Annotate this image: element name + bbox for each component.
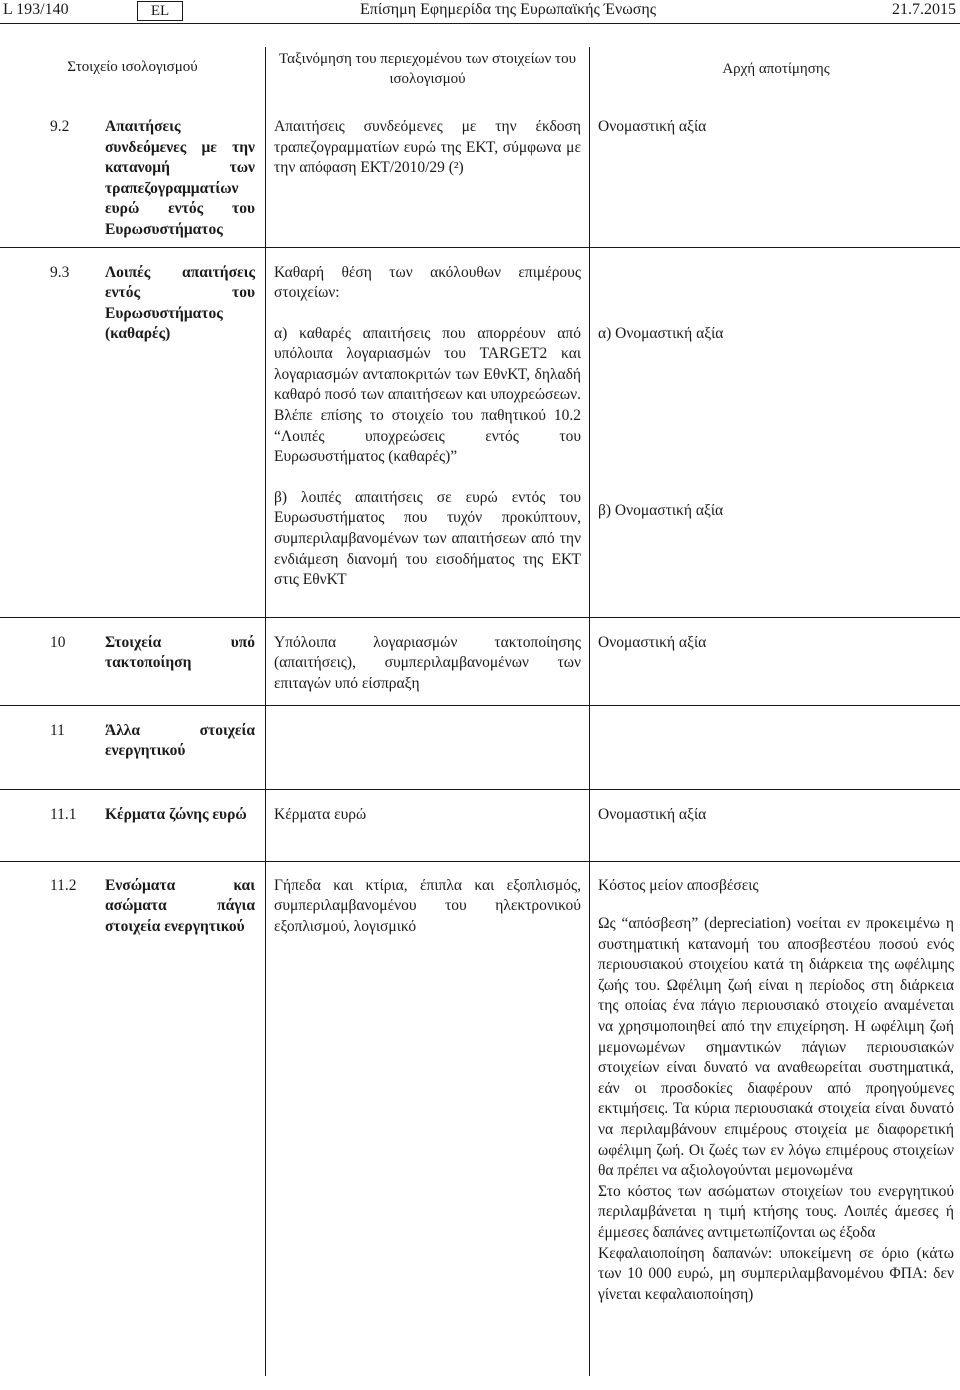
item-label: Στοιχεία υπό τακτοποίηση <box>105 633 255 672</box>
item-number: 10 <box>50 633 66 651</box>
item-label: Άλλα στοιχεία ενεργητικού <box>105 721 255 760</box>
item-label: Κέρματα ζώνης ευρώ <box>105 805 247 823</box>
item-number: 9.3 <box>50 263 70 281</box>
classification-sub-a: α) καθαρές απαιτήσεις που απορρέουν από υπόλοιπα λογαριασμών του TARGET2 και λογαριασμών ανταποκριτών των ΕθνΚΤ, δηλαδή καθαρό ποσό των απαιτήσεων και υποχρεώσεων. Βλέπε επίσης το στοιχείο του παθητικού 10.2 “Λοιπές υποχρεώσεις εντός του Ευρωσυστήματος (καθαρές)” <box>274 324 581 466</box>
balance-sheet-table <box>0 47 960 1376</box>
table-row <box>0 789 960 861</box>
valuation-principle: Κόστος μείον αποσβέσεις <box>598 876 759 894</box>
item-label: Λοιπές απαιτήσεις εντός του Ευρωσυστήματος (καθαρές) <box>105 263 255 343</box>
item-number: 11.1 <box>50 805 77 823</box>
table-row <box>0 705 960 789</box>
column-header-valuation: Αρχή αποτίμησης <box>722 61 830 77</box>
column-header-item: Στοιχείο ισολογισμού <box>67 59 198 75</box>
valuation-text: Ονομαστική αξία <box>598 805 707 823</box>
item-label: Ενσώματα και ασώματα πάγια στοιχεία ενεργητικού <box>105 876 255 935</box>
column-header-classification: Ταξινόμηση του περιεχομένου των στοιχείων του ισολογισμού <box>278 51 577 87</box>
capitalisation-note: Κεφαλαιοποίηση δαπανών: υποκείμενη σε όριο (κάτω των 10 000 ευρώ, μη συμπεριλαμβανομένου ΦΠΑ: δεν γίνεται κεφαλαιοποίηση) <box>598 1244 954 1303</box>
header-rule <box>0 23 960 24</box>
classification-text: Απαιτήσεις συνδεόμενες με την έκδοση τραπεζογραμματίων ευρώ της ΕΚΤ, σύμφωνα με την απόφαση ΕΚΤ/2010/29 (²) <box>274 118 581 177</box>
intangible-cost-note: Στο κόστος των ασώματων στοιχείων του ενεργητικού περιλαμβάνεται η τιμή κτήσης τους. Λοιπές άμεσες ή έμμεσες δαπάνες αντιμετωπίζονται ως έξοδα <box>598 1182 954 1241</box>
valuation-text: Ονομαστική αξία <box>598 633 707 651</box>
table-row <box>0 861 960 1376</box>
classification-text: Υπόλοιπα λογαριασμών τακτοποίησης (απαιτήσεις), συμπεριλαμβανομένων των επιταγών υπό είσπραξη <box>274 633 581 692</box>
depreciation-definition: Ως “απόσβεση” (depreciation) νοείται εν προκειμένω η συστηματική κατανομή του αποσβεστέου ποσού ενός περιουσιακού στοιχείου κατά τη διάρκεια της ωφέλιμης ζωής του. Ωφέλιμη ζωή είναι η περίοδος στη διάρκεια της οποίας ένα πάγιο περιουσιακό στοιχείο αναμένεται να χρησιμοποιηθεί από την επιχείρηση. Η ωφέλιμη ζωή μεμονωμένων σημαντικών πάγιων περιουσιακών στοιχείων είναι δυνατό να αναθεωρείται συστηματικά, εάν οι προσδοκίες διαφέρουν από προηγούμενες εκτιμήσεις. Τα κύρια περιουσιακά στοιχεία είναι δυνατό να περιλαμβάνουν επιμέρους στοιχεία με διαφορετική ωφέλιμη ζωή. Οι ζωές των εν λόγω επιμέρους στοιχείων θα πρέπει να αξιολογούνται μεμονωμένα <box>598 915 954 1180</box>
item-label: Απαιτήσεις συνδεόμενες με την κατανομή των τραπεζογραμματίων ευρώ εντός του Ευρωσυστήματος <box>105 118 255 238</box>
column-header-row <box>0 47 960 117</box>
classification-text: Γήπεδα και κτίρια, έπιπλα και εξοπλισμός, συμπεριλαμβανομένου του ηλεκτρονικού εξοπλισμού, λογισμικό <box>274 876 581 935</box>
table-row <box>0 117 960 247</box>
item-number: 11 <box>50 721 65 739</box>
page-header <box>0 0 960 22</box>
classification-intro: Καθαρή θέση των ακόλουθων επιμέρους στοιχείων: <box>274 263 581 302</box>
page-reference: L 193/140 <box>3 1 69 18</box>
item-number: 11.2 <box>50 876 77 894</box>
classification-sub-b: β) λοιπές απαιτήσεις σε ευρώ εντός του Ευρωσυστήματος που τυχόν προκύπτουν, συμπεριλαμβανομένων των απαιτήσεων από την ενδιάμεση διανομή του εισοδήματος της ΕΚΤ στις ΕθνΚΤ <box>274 488 581 589</box>
valuation-a: α) Ονομαστική αξία <box>598 324 724 342</box>
valuation-text: Ονομαστική αξία <box>598 118 707 135</box>
valuation-b: β) Ονομαστική αξία <box>598 502 724 520</box>
journal-title: Επίσημη Εφημερίδα της Ευρωπαϊκής Ένωσης <box>360 1 657 18</box>
language-code-box: EL <box>137 1 183 21</box>
item-number: 9.2 <box>50 118 70 135</box>
table-row <box>0 247 960 617</box>
publication-date: 21.7.2015 <box>892 1 956 18</box>
table-row <box>0 617 960 705</box>
classification-text: Κέρματα ευρώ <box>274 805 367 823</box>
